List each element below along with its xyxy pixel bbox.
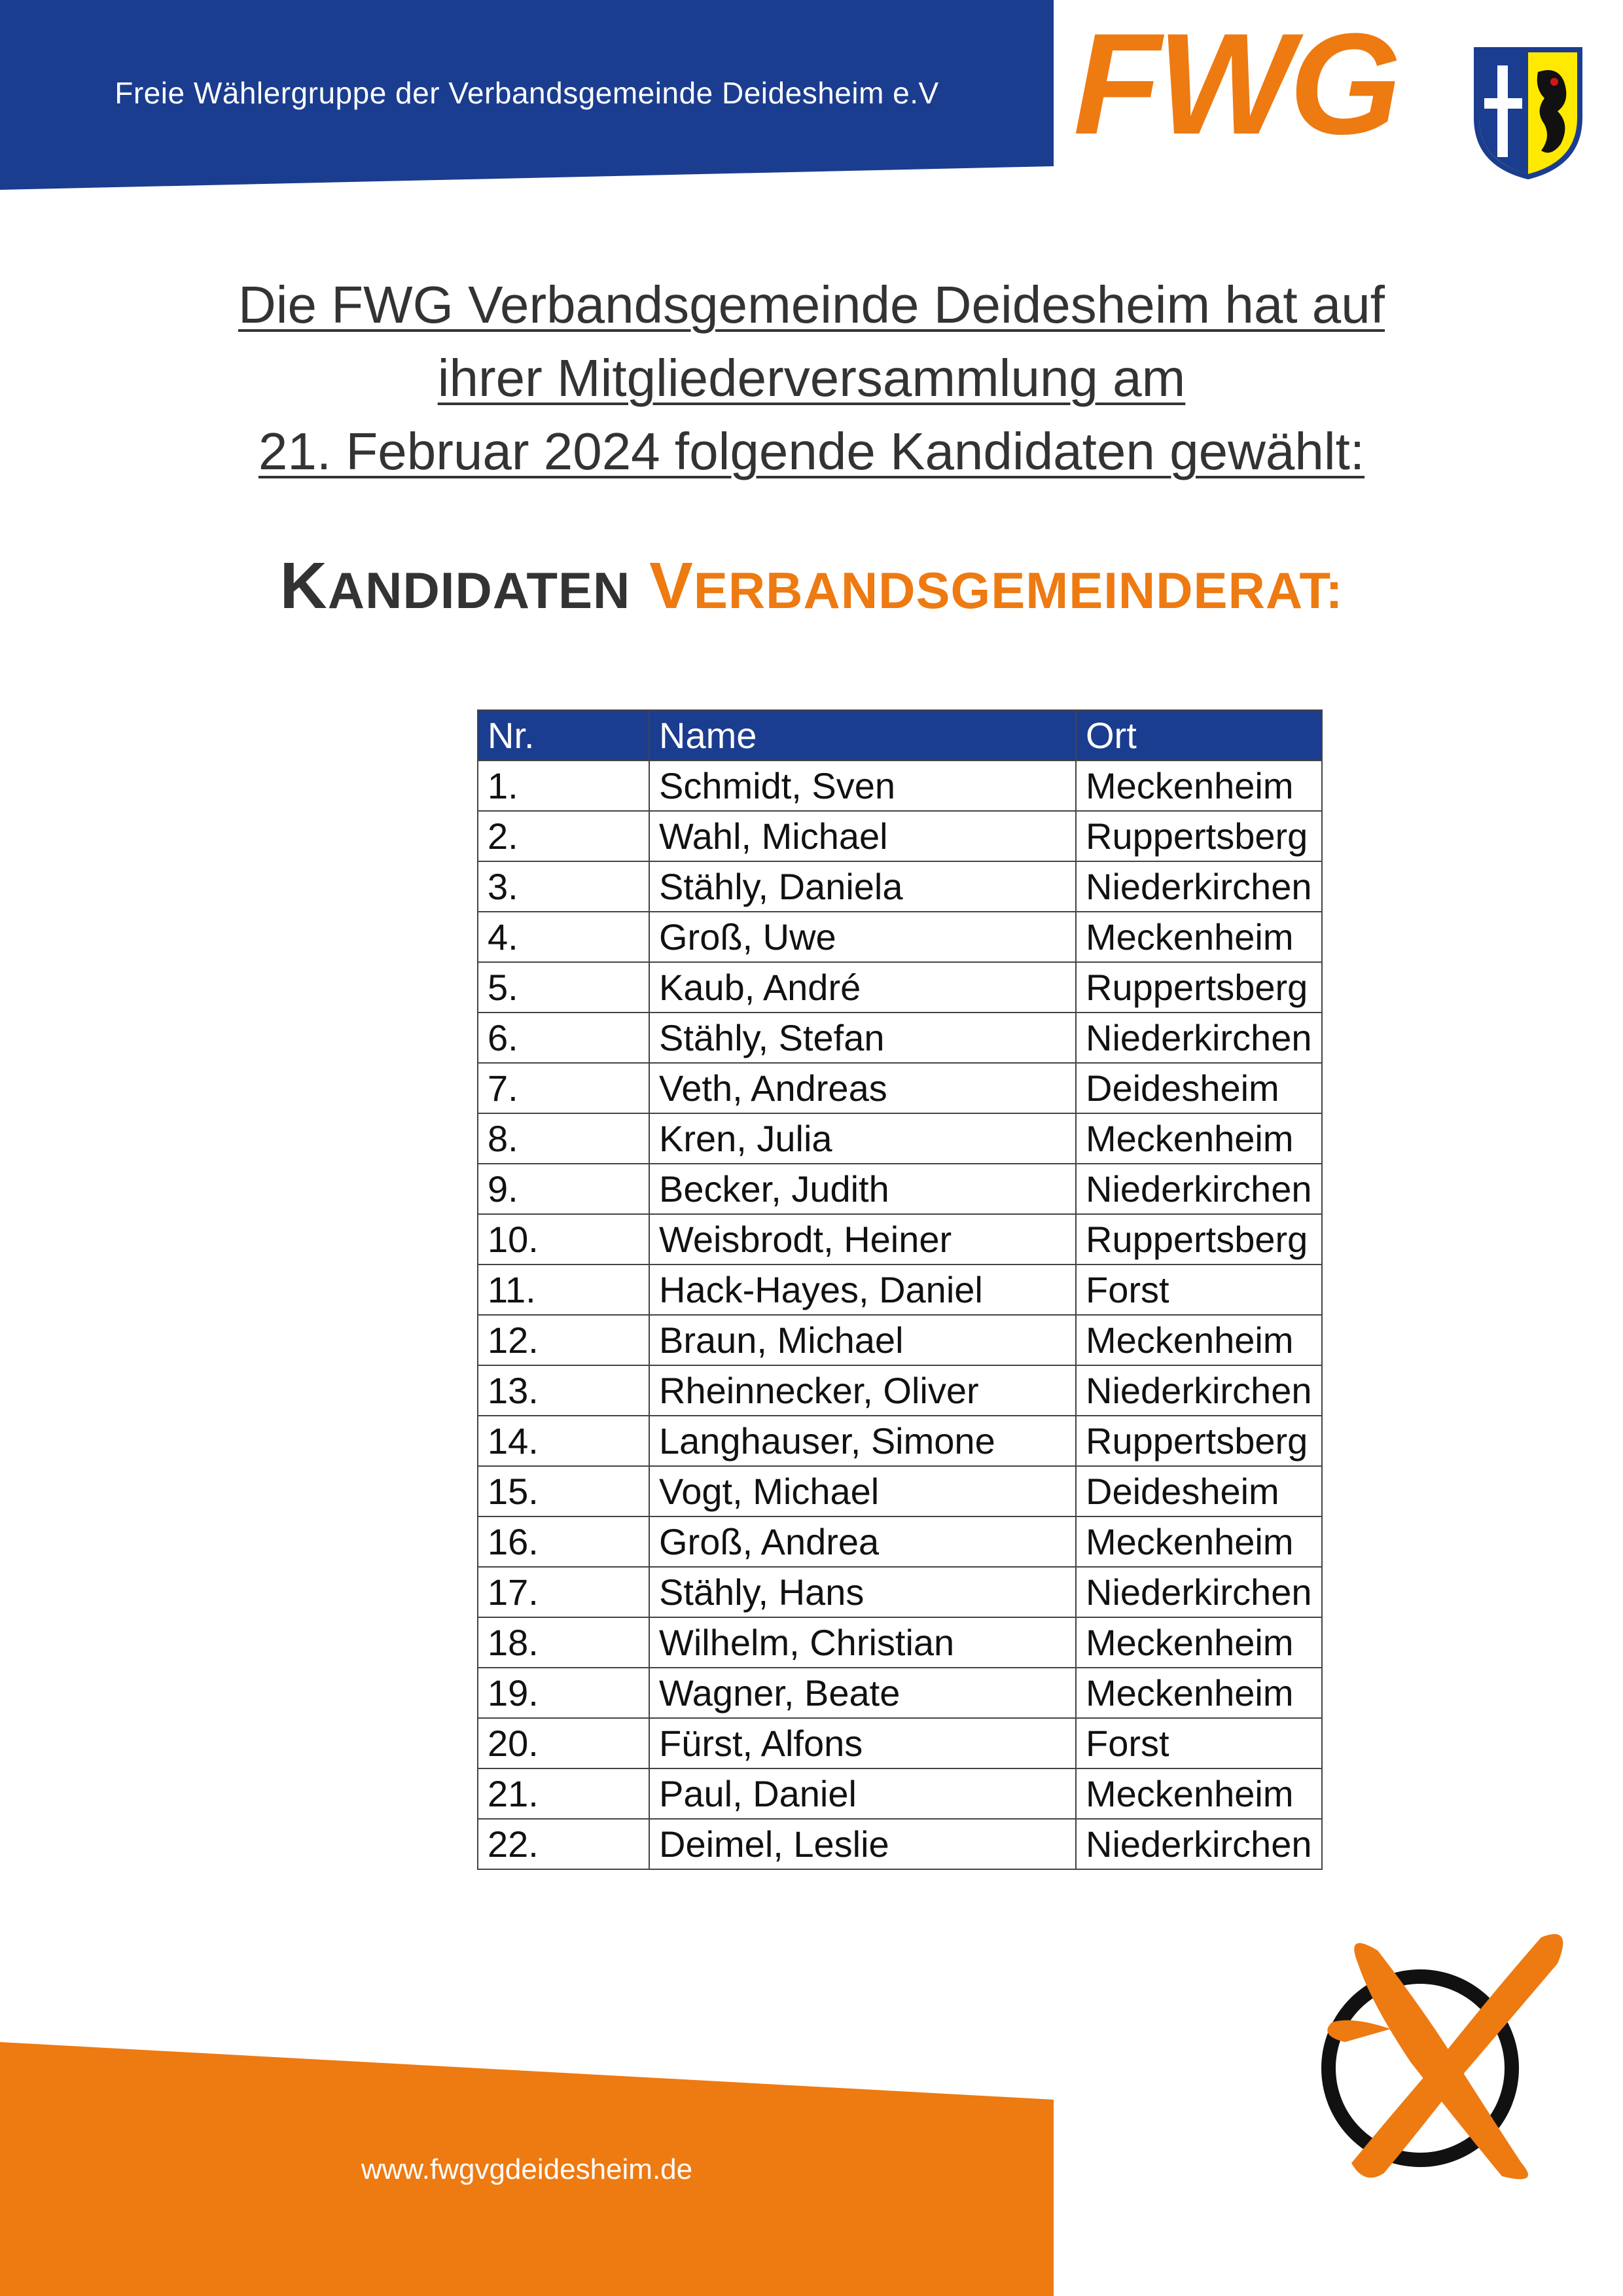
headline-line-1: Die FWG Verbandsgemeinde Deidesheim hat auf (238, 276, 1385, 334)
cell-nr: 13. (478, 1365, 649, 1416)
table-body (478, 761, 1322, 1869)
table-row (478, 1718, 1322, 1768)
cell-name: Langhauser, Simone (649, 1416, 1076, 1466)
cell-ort: Meckenheim (1076, 761, 1322, 811)
cell-name: Groß, Andrea (649, 1516, 1076, 1567)
table-row (478, 1365, 1322, 1416)
table-row (478, 1113, 1322, 1164)
cell-nr: 18. (478, 1617, 649, 1668)
headline (0, 268, 1623, 488)
cell-ort: Ruppertsberg (1076, 811, 1322, 861)
table-row (478, 1668, 1322, 1718)
website-link[interactable]: www.fwgvgdeidesheim.de (361, 2153, 693, 2185)
cell-nr: 10. (478, 1214, 649, 1265)
cell-ort: Meckenheim (1076, 1113, 1322, 1164)
candidates-table (477, 709, 1323, 1870)
table-header-row (478, 710, 1322, 761)
cell-ort: Meckenheim (1076, 1768, 1322, 1819)
table-row (478, 1567, 1322, 1617)
cell-name: Fürst, Alfons (649, 1718, 1076, 1768)
coat-of-arms-icon (1472, 46, 1584, 180)
cell-nr: 22. (478, 1819, 649, 1869)
cell-name: Stähly, Hans (649, 1567, 1076, 1617)
cell-name: Kaub, André (649, 962, 1076, 1013)
cell-nr: 5. (478, 962, 649, 1013)
table-row (478, 1768, 1322, 1819)
subheading (0, 549, 1623, 622)
header-nr: Nr. (478, 710, 649, 761)
headline-line-3: 21. Februar 2024 folgende Kandidaten gewählt: (258, 422, 1365, 480)
table-row (478, 962, 1322, 1013)
cell-name: Wahl, Michael (649, 811, 1076, 861)
table-row (478, 1819, 1322, 1869)
cell-nr: 1. (478, 761, 649, 811)
table-row (478, 1265, 1322, 1315)
cell-name: Stähly, Stefan (649, 1013, 1076, 1063)
headline-line-2: ihrer Mitgliederversammlung am (437, 349, 1186, 407)
cell-ort: Meckenheim (1076, 1516, 1322, 1567)
table-row (478, 1214, 1322, 1265)
cell-nr: 21. (478, 1768, 649, 1819)
cell-ort: Deidesheim (1076, 1063, 1322, 1113)
cell-nr: 2. (478, 811, 649, 861)
cell-name: Weisbrodt, Heiner (649, 1214, 1076, 1265)
table-row (478, 1416, 1322, 1466)
cell-name: Paul, Daniel (649, 1768, 1076, 1819)
cell-nr: 19. (478, 1668, 649, 1718)
header-name: Name (649, 710, 1076, 761)
cell-name: Hack-Hayes, Daniel (649, 1265, 1076, 1315)
cell-nr: 12. (478, 1315, 649, 1365)
subheading-v: V (649, 549, 694, 622)
table-row (478, 861, 1322, 912)
cell-ort: Niederkirchen (1076, 1013, 1322, 1063)
cell-ort: Ruppertsberg (1076, 1214, 1322, 1265)
cell-ort: Niederkirchen (1076, 1164, 1322, 1214)
cell-ort: Niederkirchen (1076, 1365, 1322, 1416)
cell-nr: 4. (478, 912, 649, 962)
cell-ort: Meckenheim (1076, 1315, 1322, 1365)
table-row (478, 1013, 1322, 1063)
cell-name: Wagner, Beate (649, 1668, 1076, 1718)
cell-nr: 6. (478, 1013, 649, 1063)
cell-ort: Niederkirchen (1076, 861, 1322, 912)
cell-name: Becker, Judith (649, 1164, 1076, 1214)
cell-name: Stähly, Daniela (649, 861, 1076, 912)
cell-ort: Meckenheim (1076, 1668, 1322, 1718)
cell-name: Rheinnecker, Oliver (649, 1365, 1076, 1416)
cell-name: Wilhelm, Christian (649, 1617, 1076, 1668)
cell-nr: 16. (478, 1516, 649, 1567)
cell-nr: 3. (478, 861, 649, 912)
cell-ort: Deidesheim (1076, 1466, 1322, 1516)
table-row (478, 1617, 1322, 1668)
cell-nr: 7. (478, 1063, 649, 1113)
cell-name: Braun, Michael (649, 1315, 1076, 1365)
table-row (478, 1063, 1322, 1113)
cell-ort: Forst (1076, 1718, 1322, 1768)
table-row (478, 811, 1322, 861)
table-row (478, 1466, 1322, 1516)
ballot-cross-icon (1306, 1924, 1567, 2186)
cell-nr: 8. (478, 1113, 649, 1164)
cell-name: Schmidt, Sven (649, 761, 1076, 811)
cell-name: Groß, Uwe (649, 912, 1076, 962)
cell-nr: 20. (478, 1718, 649, 1768)
table-row (478, 1164, 1322, 1214)
subheading-verbandsgemeinderat: ERBANDSGEMEINDERAT: (693, 562, 1344, 619)
cell-ort: Niederkirchen (1076, 1567, 1322, 1617)
table-row (478, 912, 1322, 962)
cell-ort: Niederkirchen (1076, 1819, 1322, 1869)
table-row (478, 761, 1322, 811)
table-row (478, 1315, 1322, 1365)
cell-ort: Meckenheim (1076, 1617, 1322, 1668)
cell-name: Kren, Julia (649, 1113, 1076, 1164)
cell-ort: Ruppertsberg (1076, 1416, 1322, 1466)
cell-ort: Ruppertsberg (1076, 962, 1322, 1013)
subheading-k: K (279, 549, 328, 622)
cell-name: Veth, Andreas (649, 1063, 1076, 1113)
cell-nr: 15. (478, 1466, 649, 1516)
fwg-logo: FWG (1073, 3, 1398, 164)
cell-nr: 17. (478, 1567, 649, 1617)
header-ort: Ort (1076, 710, 1322, 761)
cell-nr: 14. (478, 1416, 649, 1466)
cell-ort: Forst (1076, 1265, 1322, 1315)
table-row (478, 1516, 1322, 1567)
cell-nr: 9. (478, 1164, 649, 1214)
cell-name: Vogt, Michael (649, 1466, 1076, 1516)
cell-ort: Meckenheim (1076, 912, 1322, 962)
org-name: Freie Wählergruppe der Verbandsgemeinde Deidesheim e.V (115, 76, 939, 110)
cell-nr: 11. (478, 1265, 649, 1315)
cell-name: Deimel, Leslie (649, 1819, 1076, 1869)
subheading-kandidaten: ANDIDATEN (327, 562, 631, 619)
